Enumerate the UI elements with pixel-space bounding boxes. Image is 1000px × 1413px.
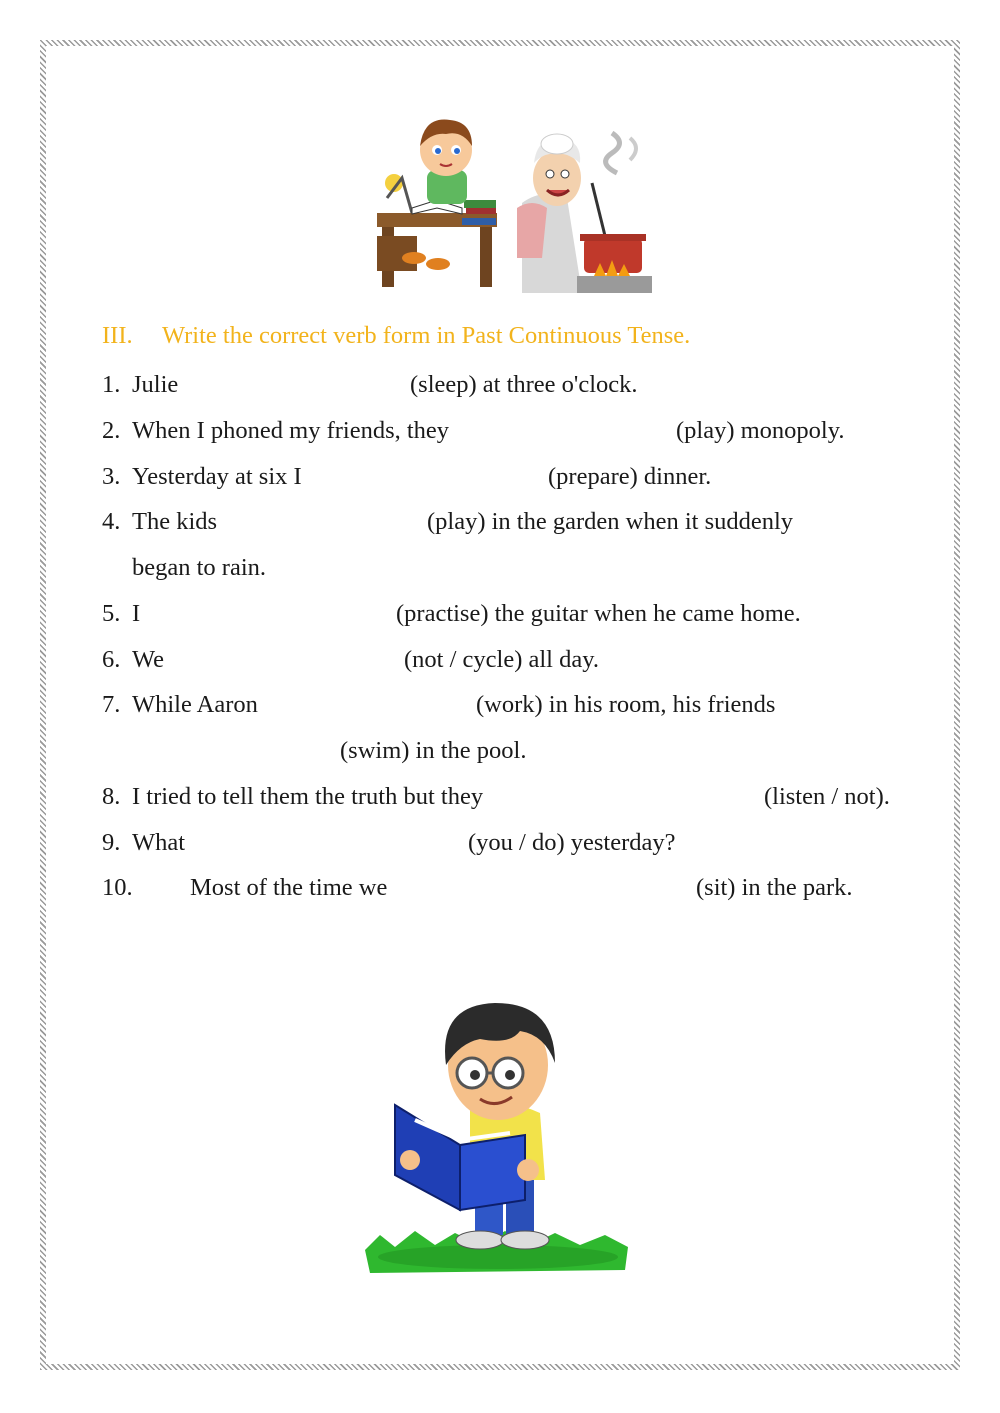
- top-illustration: [372, 108, 657, 293]
- item-text-after: (not / cycle) all day.: [404, 646, 600, 673]
- item-continuation: began to rain.: [132, 554, 267, 581]
- item-text-after: (sit) in the park.: [696, 874, 853, 901]
- item-number: 4.: [102, 508, 121, 535]
- item-text-after: (play) monopoly.: [676, 417, 845, 444]
- exercise-instruction: Write the correct verb form in Past Continuous Tense.: [162, 322, 691, 349]
- item-text-before: While Aaron: [132, 691, 258, 718]
- item-text-after: (practise) the guitar when he came home.: [396, 600, 801, 627]
- item-continuation: (swim) in the pool.: [340, 737, 527, 764]
- item-text-after: (sleep) at three o'clock.: [410, 371, 638, 398]
- item-text-before: I: [132, 600, 141, 627]
- item-text-after: (prepare) dinner.: [548, 463, 712, 490]
- item-number: 6.: [102, 646, 121, 673]
- item-text-before: I tried to tell them the truth but they: [132, 783, 484, 810]
- exercise-heading: [102, 322, 690, 350]
- item-text-after: (play) in the garden when it suddenly: [427, 508, 794, 535]
- item-text-before: Most of the time we: [190, 874, 388, 901]
- item-number: 3.: [102, 463, 121, 490]
- grandma-cooking-icon: [517, 133, 652, 293]
- exercise-number: III.: [102, 322, 133, 349]
- item-text-after: (listen / not).: [764, 783, 890, 810]
- item-text-before: Yesterday at six I: [132, 463, 302, 490]
- item-number: 5.: [102, 600, 121, 627]
- list-item: [102, 370, 120, 400]
- item-number: 9.: [102, 829, 121, 856]
- item-text-before: What: [132, 829, 186, 856]
- item-number: 8.: [102, 783, 121, 810]
- item-text-before: When I phoned my friends, they: [132, 417, 450, 444]
- item-text-after: (you / do) yesterday?: [468, 829, 676, 856]
- item-text-before: Julie: [132, 371, 179, 398]
- item-number: 10.: [102, 874, 133, 901]
- item-text-before: The kids: [132, 508, 218, 535]
- boy-reading-icon: [360, 995, 635, 1280]
- item-number: 1.: [102, 371, 121, 398]
- item-text-before: We: [132, 646, 165, 673]
- boy-studying-icon: [377, 120, 497, 287]
- item-text-after: (work) in his room, his friends: [476, 691, 776, 718]
- item-number: 7.: [102, 691, 121, 718]
- item-number: 2.: [102, 417, 121, 444]
